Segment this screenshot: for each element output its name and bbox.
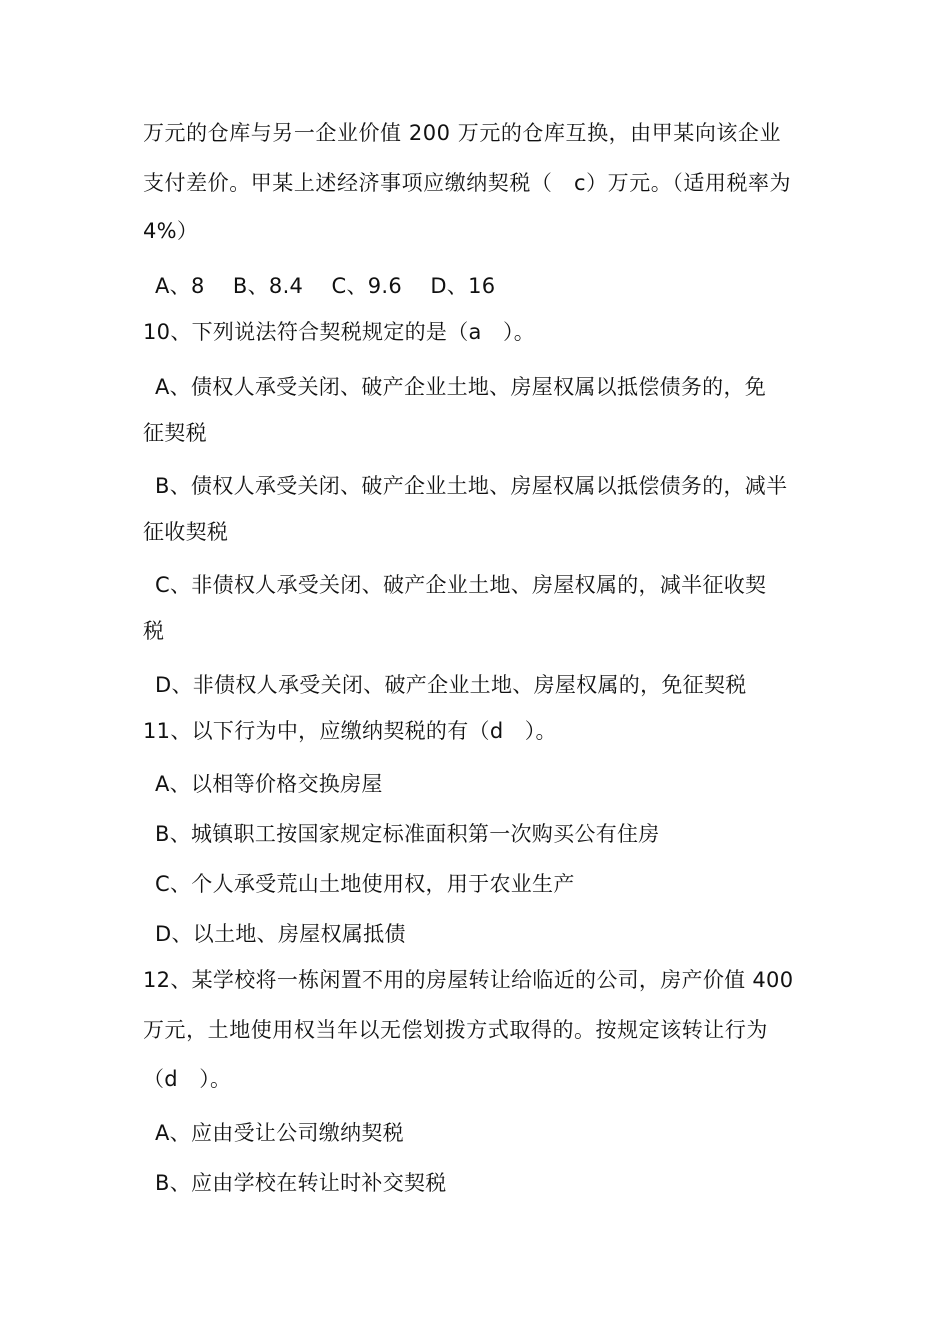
option-b: B、债权人承受关闭、破产企业土地、房屋权属以抵偿债务的，减半 <box>155 474 788 498</box>
question-11: 11、以下行为中，应缴纳契税的有（d ）。 <box>143 719 557 743</box>
text-line: （d ）。 <box>143 1067 232 1091</box>
option-b: B、城镇职工按国家规定标准面积第一次购买公有住房 <box>155 822 660 846</box>
option-a: A、债权人承受关闭、破产企业土地、房屋权属以抵偿债务的，免 <box>155 375 767 399</box>
option-d: D、以土地、房屋权属抵债 <box>155 922 406 946</box>
option-c: C、非债权人承受关闭、破产企业土地、房屋权属的，减半征收契 <box>155 573 767 597</box>
option-b: B、应由学校在转让时补交契税 <box>155 1171 447 1195</box>
text-line: 税 <box>143 619 165 643</box>
text-line: 支付差价。甲某上述经济事项应缴纳契税（ c）万元。（适用税率为 <box>143 171 792 195</box>
answer-options-line: A、8 B、8.4 C、9.6 D、16 <box>155 274 496 298</box>
question-10: 10、下列说法符合契税规定的是（a ）。 <box>143 320 536 344</box>
option-a: A、以相等价格交换房屋 <box>155 772 383 796</box>
text-line: 万元的仓库与另一企业价值 200 万元的仓库互换，由甲某向该企业 <box>143 121 782 145</box>
option-d: D、非债权人承受关闭、破产企业土地、房屋权属的，免征契税 <box>155 673 747 697</box>
question-12: 12、某学校将一栋闲置不用的房屋转让给临近的公司，房产价值 400 <box>143 968 794 992</box>
text-line: 万元，土地使用权当年以无偿划拨方式取得的。按规定该转让行为 <box>143 1018 768 1042</box>
text-line: 征契税 <box>143 421 207 445</box>
text-line: 征收契税 <box>143 520 229 544</box>
text-line: 4%） <box>143 219 199 243</box>
option-c: C、个人承受荒山土地使用权，用于农业生产 <box>155 872 575 896</box>
option-a: A、应由受让公司缴纳契税 <box>155 1121 404 1145</box>
